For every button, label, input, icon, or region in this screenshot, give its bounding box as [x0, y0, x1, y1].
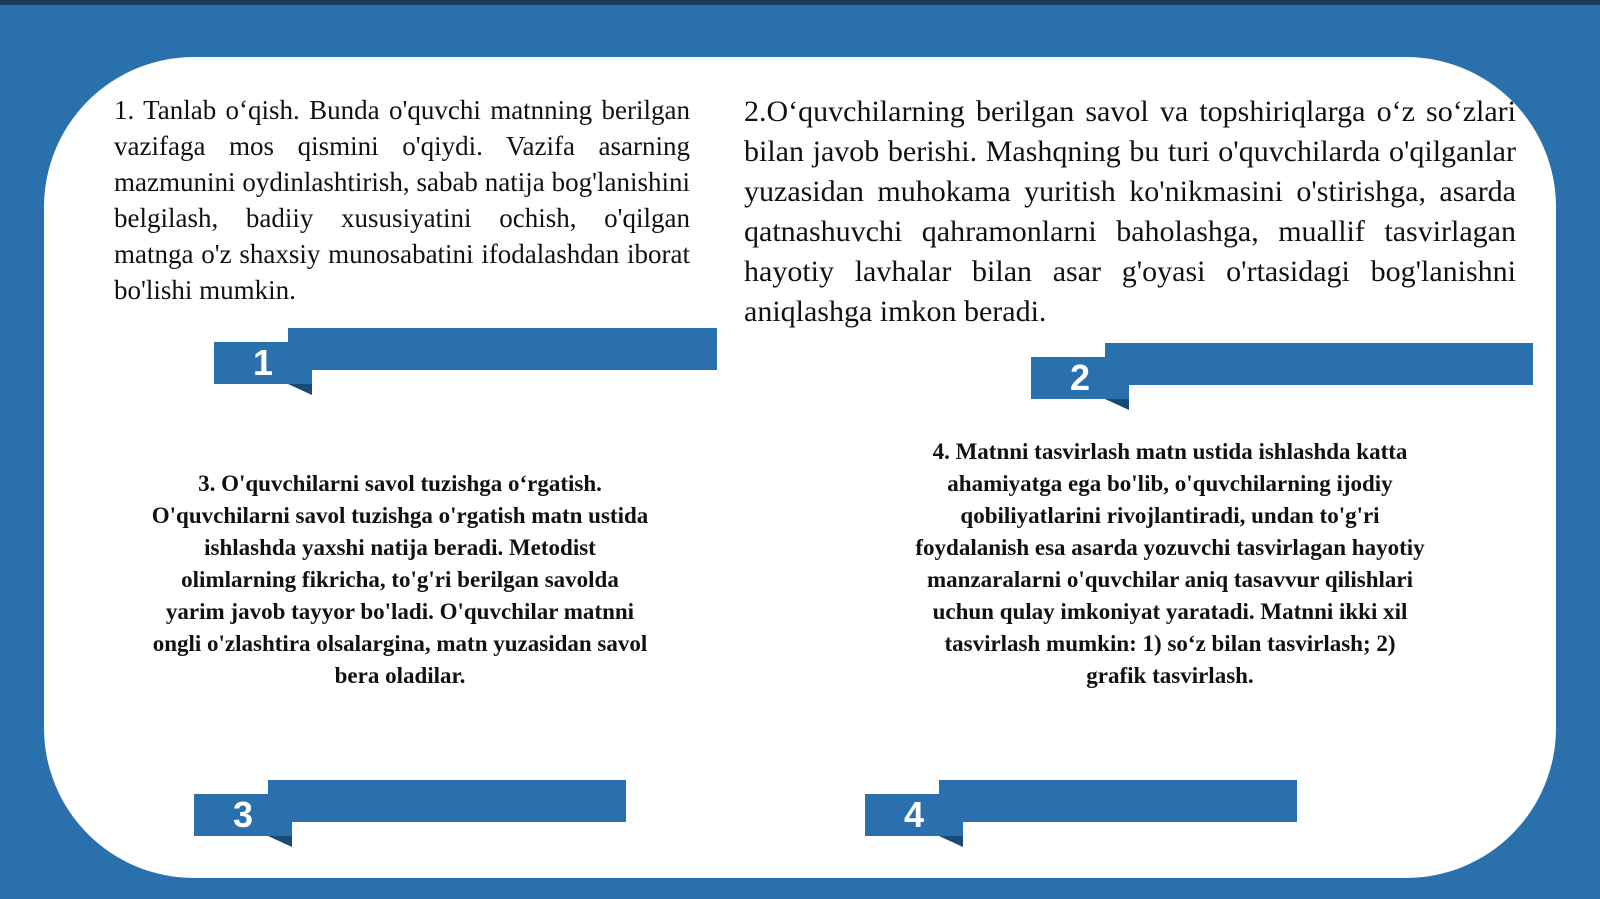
ribbon-1-number: 1	[252, 342, 274, 383]
block-2-text: 2.O‘quvchilarning berilgan savol va topshiriqlarga o‘z so‘zlari bilan javob berishi. Mashqning bu turi o'quvchilarda o'qilganlar yuzasidan muhokama yuritish ko'nikmasini o'stirishga, asarda qatnashuvchi qahramonlarni baholashga, muallif tasvirlagan hayotiy lavhalar bilan asar g'oyasi o'rtasidagi bog'lanishni aniqlashga imkon beradi.	[744, 95, 1516, 328]
ribbon-3-fold	[268, 836, 292, 847]
ribbon-3-tab	[194, 794, 292, 836]
block-1-text: 1. Tanlab o‘qish. Bunda o'quvchi matnning berilgan vazifaga mos qismini o'qiydi. Vazifa asarning mazmunini oydinlashtirish, sabab natija bog'lanishini belgilash, badiiy xususiyatini ochish, o'qilgan matnga o'z shaxsiy munosabatini ifodalashdan iborat bo'lishi mumkin.	[114, 95, 690, 305]
ribbon-4-tab	[865, 794, 963, 836]
ribbon-2-fold	[1105, 399, 1129, 410]
ribbon-1-tab	[214, 342, 312, 384]
block-4-text: 4. Matnni tasvirlash matn ustida ishlashda katta ahamiyatga ega bo'lib, o'quvchilarning ijodiy qobiliyatlarini rivojlantiradi, undan to'g'ri foydalanish esa asarda yozuvchi tasvirlagan hayotiy manzaralarni o'quvchilar aniq tasavvur qilishlari uchun qulay imkoniyat yaratadi. Matnni ikki xil tasvirlash mumkin: 1) so‘z bilan tasvirlash; 2) grafik tasvirlash.	[915, 439, 1425, 688]
ribbon-2-number: 2	[1069, 357, 1091, 398]
ribbon-3-number: 3	[232, 794, 254, 835]
ribbon-4-band	[939, 780, 1297, 822]
top-border-line	[0, 0, 1600, 5]
ribbon-1-band	[288, 328, 717, 370]
ribbon-2-band	[1105, 343, 1533, 385]
ribbon-1-fold	[288, 384, 312, 395]
block-3-text: 3. O'quvchilarni savol tuzishga o‘rgatish. O'quvchilarni savol tuzishga o'rgatish matn ustida ishlashda yaxshi natija beradi. Metodist olimlarning fikricha, to'g'ri berilgan savolda yarim javob tayyor bo'ladi. O'quvchilar matnni ongli o'zlashtira olsalargina, matn yuzasidan savol bera oladilar.	[151, 471, 649, 688]
ribbon-2-tab	[1031, 357, 1129, 399]
ribbon-4-number: 4	[903, 794, 925, 835]
ribbon-4-fold	[939, 836, 963, 847]
ribbon-3-band	[268, 780, 626, 822]
